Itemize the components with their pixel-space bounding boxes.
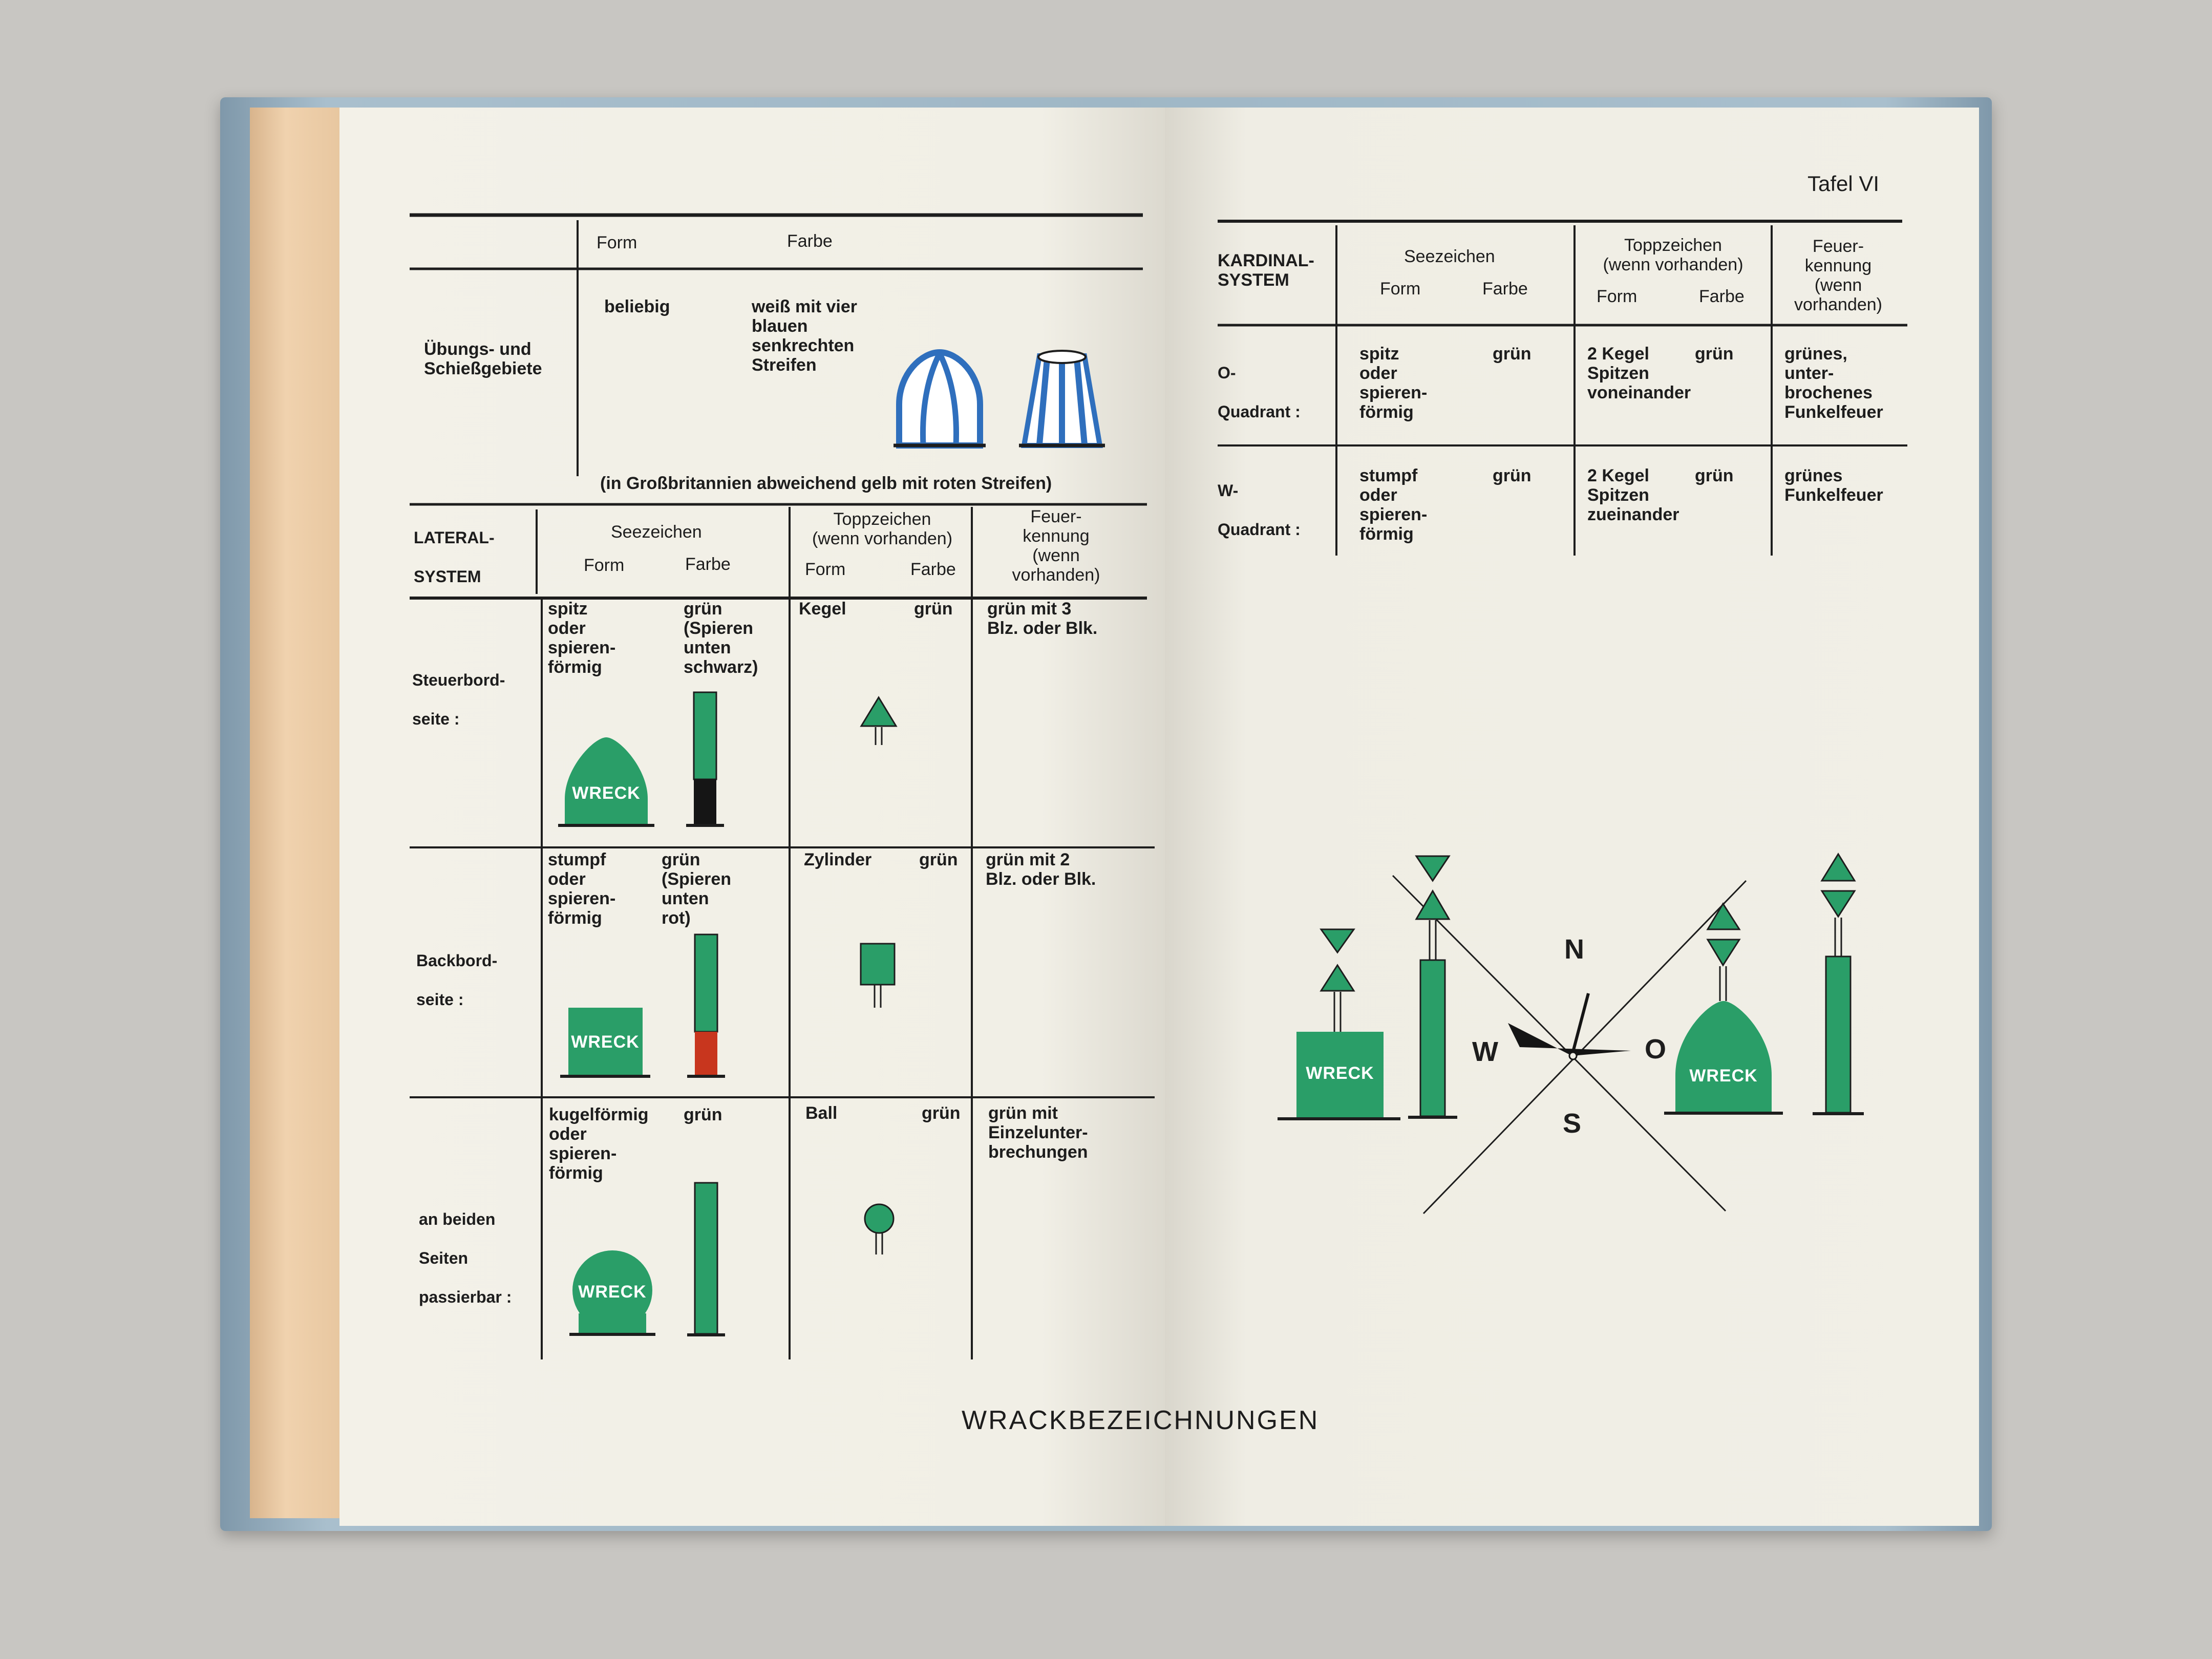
passierbar-form: kugelförmig oder spieren- förmig — [549, 1105, 649, 1183]
kardinal-system-label: KARDINAL- SYSTEM — [1218, 251, 1314, 290]
wreck-can-buoy — [560, 1008, 650, 1076]
o-quadrant-feuer: grünes, unter- brochenes Funkelfeuer — [1784, 344, 1883, 422]
steuerbord-topp-farbe: grün — [914, 599, 953, 619]
training-area-form: beliebig — [604, 297, 670, 316]
passierbar-topp-farbe: grün — [922, 1103, 961, 1123]
kardinal-seezeichen-header: Seezeichen — [1404, 247, 1495, 266]
wreck-spherical-buoy — [569, 1250, 655, 1334]
training-area-note: (in Großbritannien abweichend gelb mit roten Streifen) — [600, 474, 1052, 493]
lateral-toppzeichen-header: Toppzeichen (wenn vorhanden) — [812, 509, 953, 548]
steuerbord-feuer: grün mit 3 Blz. oder Blk. — [987, 599, 1098, 638]
spar-buoy-green — [687, 1183, 725, 1335]
buoy-label: WRECK — [578, 1282, 647, 1302]
safe-water-symbols — [569, 1183, 894, 1335]
buoy-label: WRECK — [1689, 1066, 1758, 1086]
o-quadrant-farbe: grün — [1493, 344, 1532, 364]
cardinal-diagram — [1278, 854, 1864, 1214]
compass-south: S — [1563, 1108, 1582, 1139]
ball-topmark — [865, 1204, 894, 1254]
backbord-form: stumpf oder spieren- förmig — [548, 850, 616, 928]
kardinal-farbe-header: Farbe — [1482, 279, 1528, 299]
row-label-w-quadrant: W- Quadrant : — [1218, 481, 1301, 539]
striped-pointed-buoy — [894, 352, 986, 445]
passierbar-farbe: grün — [684, 1105, 722, 1124]
backbord-topp-farbe: grün — [919, 850, 958, 869]
compass-west: W — [1472, 1036, 1498, 1067]
passierbar-feuer: grün mit Einzelunter- brechungen — [988, 1103, 1088, 1162]
kardinal-form-header: Form — [1380, 279, 1421, 299]
compass-east: O — [1645, 1034, 1667, 1065]
row-label-steuerbord: Steuerbord- seite : — [412, 671, 505, 728]
training-area-buoys — [894, 351, 1105, 445]
page-caption: WRACKBEZEICHNUNGEN — [962, 1406, 1320, 1435]
row-label-o-quadrant: O- Quadrant : — [1218, 364, 1301, 421]
buoy-label: WRECK — [1306, 1064, 1374, 1083]
spar-buoy-green-red — [687, 934, 725, 1076]
w-quadrant-farbe: grün — [1493, 466, 1532, 485]
west-spar-buoy — [1408, 856, 1457, 1117]
east-spar-buoy — [1813, 854, 1864, 1114]
w-quadrant-topp-form: 2 Kegel Spitzen zueinander — [1587, 466, 1679, 524]
lateral-seezeichen-header: Seezeichen — [611, 522, 702, 542]
backbord-feuer: grün mit 2 Blz. oder Blk. — [986, 850, 1096, 889]
port-symbols — [560, 934, 895, 1076]
backbord-farbe: grün (Spieren unten rot) — [662, 850, 732, 928]
training-area-label: Übungs- und Schießgebiete — [424, 339, 542, 378]
lateral-form-header: Form — [584, 556, 625, 575]
header-form: Form — [597, 233, 637, 252]
steuerbord-topp-form: Kegel — [799, 599, 846, 619]
west-topmark-wreck-can — [1278, 929, 1400, 1119]
lateral-feuer-header: Feuer- kennung (wenn vorhanden) — [1012, 507, 1100, 585]
kardinal-toppzeichen-header: Toppzeichen (wenn vorhanden) — [1603, 236, 1743, 274]
plate-number: Tafel VI — [1807, 172, 1880, 196]
row-label-passierbar: an beiden Seiten passierbar : — [419, 1210, 512, 1306]
cylinder-topmark — [861, 944, 895, 1008]
buoy-label: WRECK — [572, 783, 641, 803]
lateral-topp-form-header: Form — [805, 560, 846, 579]
w-quadrant-feuer: grünes Funkelfeuer — [1784, 466, 1883, 505]
backbord-topp-form: Zylinder — [804, 850, 872, 869]
kardinal-topp-form-header: Form — [1597, 287, 1637, 306]
o-quadrant-form: spitz oder spieren- förmig — [1359, 344, 1428, 422]
training-area-farbe: weiß mit vier blauen senkrechten Streifen — [752, 297, 857, 375]
wreck-pointed-buoy — [558, 737, 654, 825]
kardinal-topp-farbe-header: Farbe — [1699, 287, 1745, 306]
row-label-backbord: Backbord- seite : — [416, 951, 498, 1009]
lateral-topp-farbe-header: Farbe — [910, 560, 956, 579]
o-quadrant-topp-form: 2 Kegel Spitzen voneinander — [1587, 344, 1691, 402]
spar-buoy-green-black — [686, 692, 724, 825]
east-topmark-wreck-pointed — [1664, 904, 1783, 1113]
o-quadrant-topp-farbe: grün — [1695, 344, 1734, 364]
lateral-farbe-header: Farbe — [685, 555, 731, 574]
steuerbord-farbe: grün (Spieren unten schwarz) — [684, 599, 758, 677]
w-quadrant-form: stumpf oder spieren- förmig — [1359, 466, 1428, 544]
steuerbord-form: spitz oder spieren- förmig — [548, 599, 616, 677]
striped-blunt-buoy — [1019, 351, 1105, 445]
header-farbe: Farbe — [787, 231, 833, 251]
cone-topmark — [861, 697, 896, 745]
buoy-label: WRECK — [571, 1032, 640, 1052]
lateral-system-label: LATERAL- SYSTEM — [414, 528, 495, 586]
kardinal-feuer-header: Feuer- kennung (wenn vorhanden) — [1794, 237, 1882, 314]
compass-needle — [1508, 993, 1631, 1059]
passierbar-topp-form: Ball — [805, 1103, 838, 1123]
w-quadrant-topp-farbe: grün — [1695, 466, 1734, 485]
starboard-symbols — [558, 692, 896, 825]
compass-north: N — [1564, 934, 1584, 965]
